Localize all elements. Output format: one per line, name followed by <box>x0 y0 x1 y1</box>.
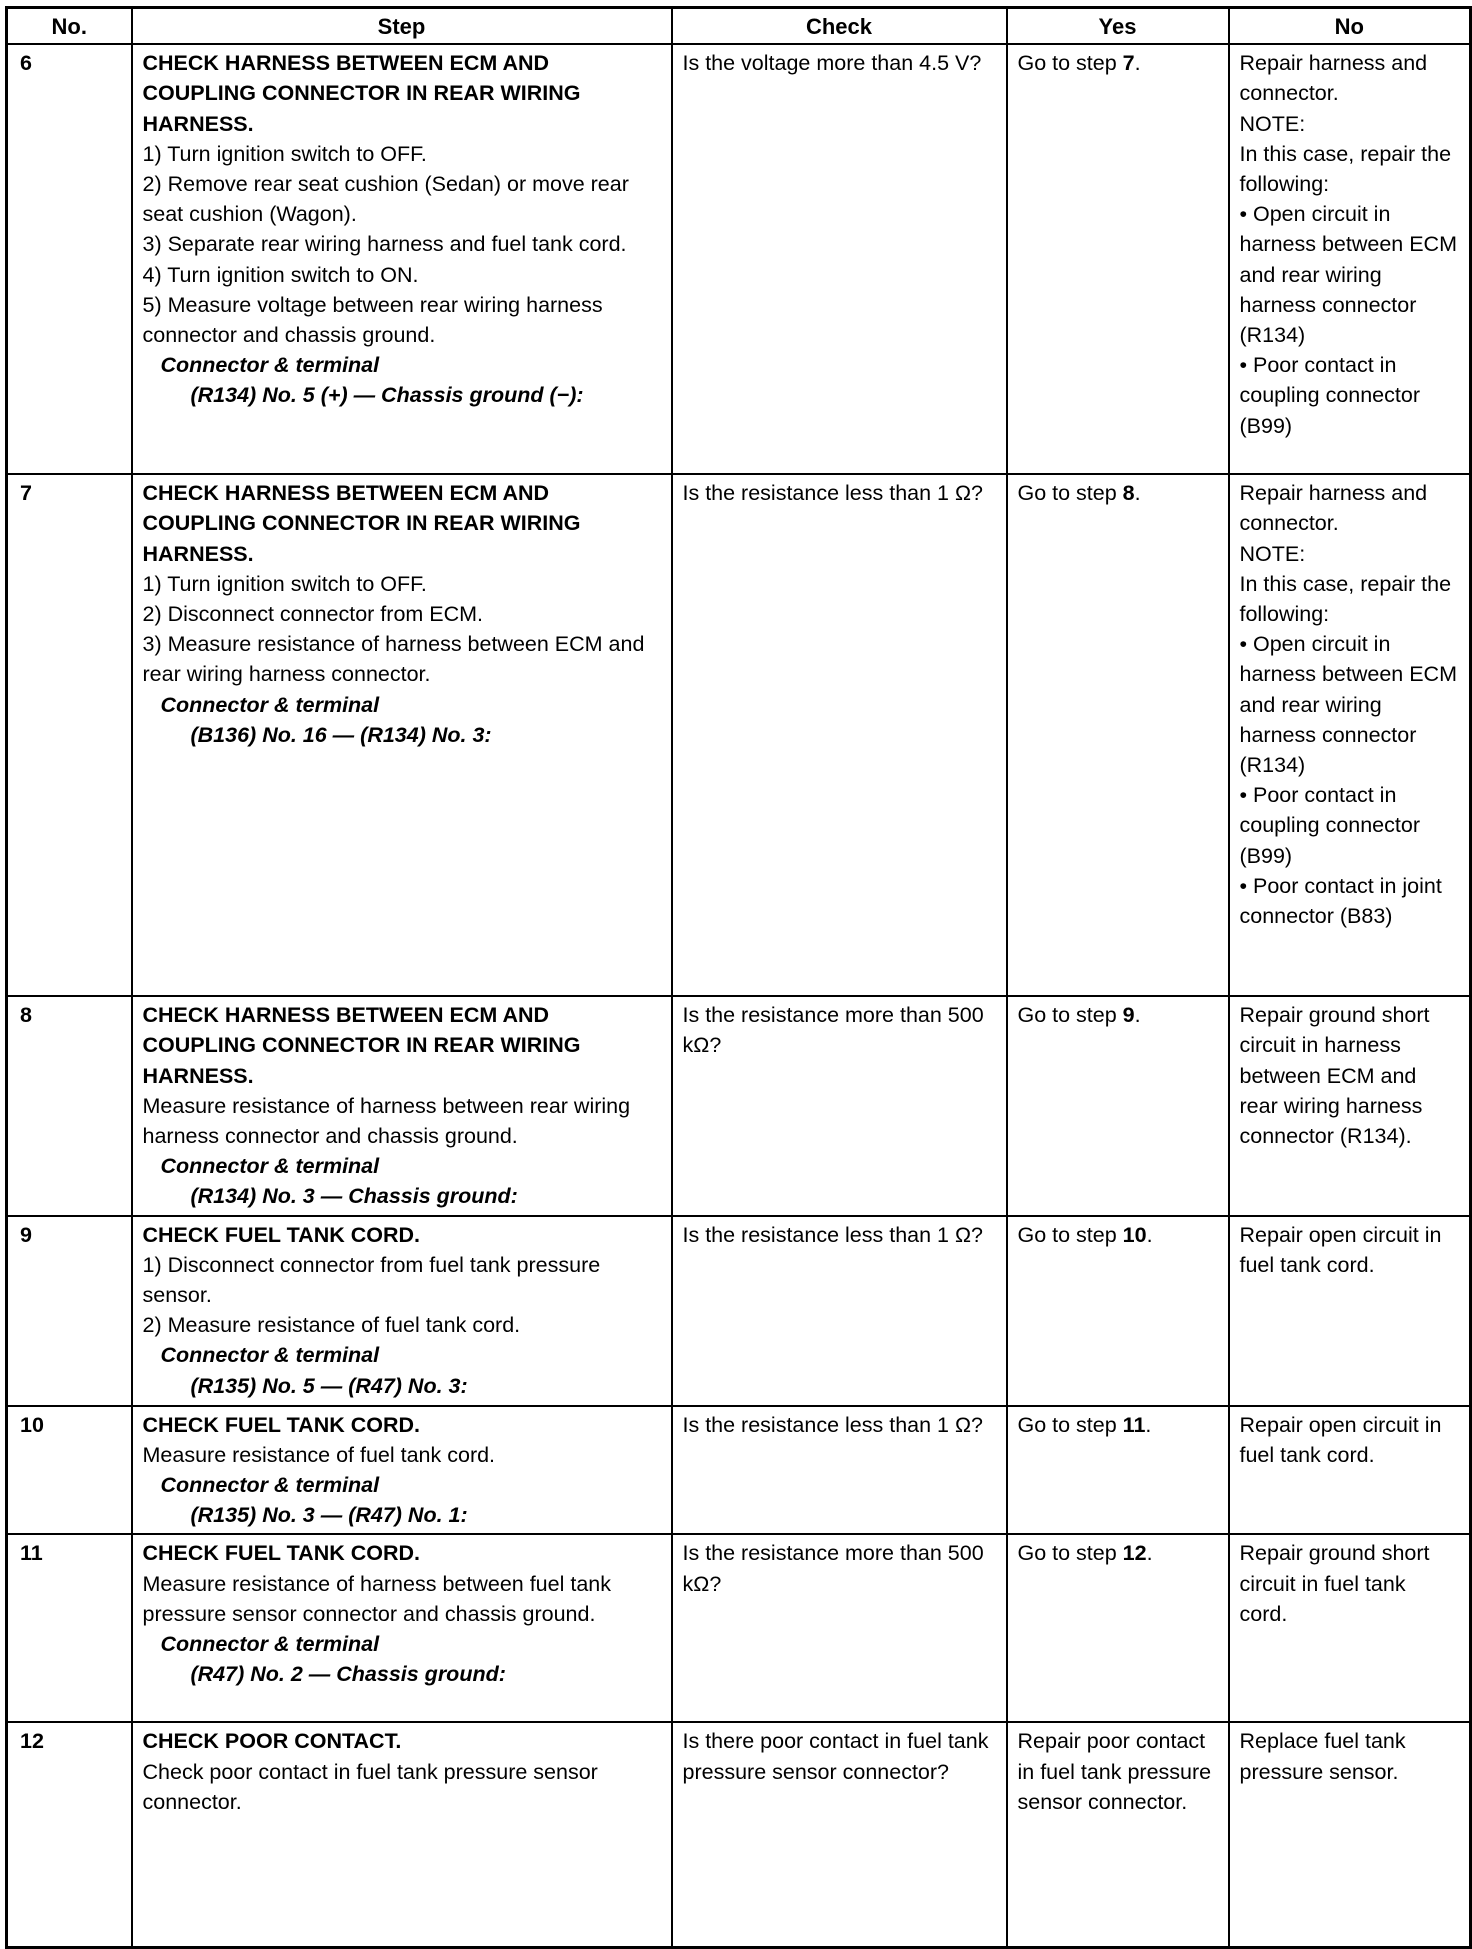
header-yes: Yes <box>1007 8 1229 45</box>
no-result-line: In this case, repair the following: <box>1239 571 1452 627</box>
no-result-line: Repair ground short circuit in harness between ECM and rear wiring harness connector (R134). <box>1239 1003 1430 1149</box>
step-number: 10 <box>7 1406 132 1535</box>
yes-cell <box>1007 474 1229 996</box>
yes-step-number: 9 <box>1122 1003 1135 1028</box>
no-result-line: In this case, repair the following: <box>1239 141 1452 197</box>
yes-text: Repair poor contact in fuel tank pressure sensor connector. <box>1017 1729 1212 1814</box>
yes-cell <box>1007 1722 1229 1947</box>
yes-suffix: . <box>1146 1541 1153 1566</box>
no-result-line: NOTE: <box>1239 111 1306 136</box>
no-result-line: Repair harness and connector. <box>1239 481 1428 536</box>
step-number: 9 <box>7 1216 132 1406</box>
no-cell <box>1229 44 1471 474</box>
yes-cell <box>1007 996 1229 1215</box>
step-cell <box>132 1216 672 1406</box>
step-instruction: 2) Disconnect connector from ECM. <box>142 602 484 627</box>
no-cell <box>1229 474 1471 996</box>
yes-cell <box>1007 44 1229 474</box>
connector-terminal: (R134) No. 5 (+) — Chassis ground (−): <box>190 383 584 408</box>
step-title: CHECK FUEL TANK CORD. <box>142 1412 421 1437</box>
table-row <box>7 1534 1471 1722</box>
connector-terminal: (R47) No. 2 — Chassis ground: <box>190 1662 506 1687</box>
header-step: Step <box>132 8 672 45</box>
step-instruction: 3) Measure resistance of harness between ECM and rear wiring harness connector. <box>142 632 645 687</box>
yes-cell <box>1007 1406 1229 1535</box>
connector-label: Connector & terminal <box>160 1154 380 1179</box>
step-cell <box>132 1406 672 1535</box>
step-title: CHECK HARNESS BETWEEN ECM AND COUPLING CONNECTOR IN REAR WIRING HARNESS. <box>142 1003 581 1088</box>
step-instruction: Measure resistance of fuel tank cord. <box>142 1442 496 1467</box>
yes-text: Go to step <box>1017 481 1123 506</box>
table-row <box>7 1406 1471 1535</box>
step-cell <box>132 44 672 474</box>
step-instruction: 1) Disconnect connector from fuel tank pressure sensor. <box>142 1252 601 1308</box>
step-title: CHECK FUEL TANK CORD. <box>142 1222 421 1247</box>
connector-label: Connector & terminal <box>160 1473 380 1498</box>
yes-suffix: . <box>1134 481 1141 506</box>
step-instruction: 1) Turn ignition switch to OFF. <box>142 571 427 596</box>
no-result-line: • Open circuit in harness between ECM and rear wiring harness connector (R134) <box>1239 202 1457 348</box>
table-row <box>7 44 1471 474</box>
step-number: 11 <box>7 1534 132 1722</box>
step-instruction: Measure resistance of harness between rear wiring harness connector and chassis ground. <box>142 1093 631 1149</box>
table-row <box>7 1216 1471 1406</box>
step-instruction: 1) Turn ignition switch to OFF. <box>142 141 427 166</box>
step-instruction: 5) Measure voltage between rear wiring harness connector and chassis ground. <box>142 292 603 348</box>
connector-label: Connector & terminal <box>160 1343 380 1368</box>
yes-text: Go to step <box>1017 1222 1123 1247</box>
table-header-row <box>7 8 1471 45</box>
yes-suffix: . <box>1134 51 1141 76</box>
check-cell: Is the voltage more than 4.5 V? <box>672 44 1007 474</box>
diagnostic-procedure-table <box>5 6 1472 1949</box>
step-title: CHECK POOR CONTACT. <box>142 1729 402 1754</box>
step-number: 12 <box>7 1722 132 1947</box>
header-no: No. <box>7 8 132 45</box>
step-number: 6 <box>7 44 132 474</box>
no-result-line: Repair open circuit in fuel tank cord. <box>1239 1412 1442 1467</box>
no-result-line: • Poor contact in joint connector (B83) <box>1239 873 1442 929</box>
connector-label: Connector & terminal <box>160 353 380 378</box>
check-cell: Is the resistance more than 500 kΩ? <box>672 996 1007 1215</box>
connector-label: Connector & terminal <box>160 692 380 717</box>
yes-text: Go to step <box>1017 1003 1123 1028</box>
check-cell: Is the resistance less than 1 Ω? <box>672 474 1007 996</box>
yes-text: Go to step <box>1017 1412 1123 1437</box>
step-cell <box>132 1534 672 1722</box>
header-no-result: No <box>1229 8 1471 45</box>
step-instruction: 4) Turn ignition switch to ON. <box>142 262 419 287</box>
no-result-line: Replace fuel tank pressure sensor. <box>1239 1729 1406 1784</box>
no-cell <box>1229 1406 1471 1535</box>
step-cell <box>132 1722 672 1947</box>
yes-text: Go to step <box>1017 1541 1123 1566</box>
diagnostic-table-container <box>5 6 1469 1949</box>
step-cell <box>132 474 672 996</box>
no-result-line: Repair harness and connector. <box>1239 51 1428 106</box>
connector-terminal: (R134) No. 3 — Chassis ground: <box>190 1184 518 1209</box>
check-cell: Is the resistance less than 1 Ω? <box>672 1216 1007 1406</box>
connector-terminal: (R135) No. 5 — (R47) No. 3: <box>190 1373 468 1398</box>
no-cell <box>1229 1216 1471 1406</box>
no-cell <box>1229 996 1471 1215</box>
no-cell <box>1229 1534 1471 1722</box>
no-result-line: Repair open circuit in fuel tank cord. <box>1239 1222 1442 1277</box>
yes-step-number: 10 <box>1122 1222 1147 1247</box>
connector-terminal: (B136) No. 16 — (R134) No. 3: <box>190 722 492 747</box>
step-number: 8 <box>7 996 132 1215</box>
step-title: CHECK HARNESS BETWEEN ECM AND COUPLING CONNECTOR IN REAR WIRING HARNESS. <box>142 51 581 136</box>
yes-step-number: 8 <box>1122 481 1135 506</box>
no-result-line: NOTE: <box>1239 541 1306 566</box>
table-row <box>7 474 1471 996</box>
check-cell: Is there poor contact in fuel tank pressure sensor connector? <box>672 1722 1007 1947</box>
no-cell <box>1229 1722 1471 1947</box>
step-instruction: 3) Separate rear wiring harness and fuel tank cord. <box>142 232 627 257</box>
yes-suffix: . <box>1134 1003 1141 1028</box>
yes-text: Go to step <box>1017 51 1123 76</box>
check-cell: Is the resistance less than 1 Ω? <box>672 1406 1007 1535</box>
check-cell: Is the resistance more than 500 kΩ? <box>672 1534 1007 1722</box>
step-cell <box>132 996 672 1215</box>
yes-step-number: 11 <box>1122 1412 1146 1437</box>
step-title: CHECK FUEL TANK CORD. <box>142 1541 421 1566</box>
no-result-line: • Poor contact in coupling connector (B99) <box>1239 783 1420 868</box>
no-result-line: • Open circuit in harness between ECM and rear wiring harness connector (R134) <box>1239 632 1457 778</box>
table-row <box>7 1722 1471 1947</box>
connector-terminal: (R135) No. 3 — (R47) No. 1: <box>190 1503 468 1528</box>
yes-suffix: . <box>1146 1222 1153 1247</box>
no-result-line: • Poor contact in coupling connector (B99) <box>1239 353 1420 438</box>
step-instruction: 2) Remove rear seat cushion (Sedan) or move rear seat cushion (Wagon). <box>142 172 629 227</box>
yes-step-number: 12 <box>1122 1541 1147 1566</box>
step-instruction: 2) Measure resistance of fuel tank cord. <box>142 1313 521 1338</box>
step-instruction: Measure resistance of harness between fuel tank pressure sensor connector and chassis ground. <box>142 1571 611 1626</box>
yes-suffix: . <box>1145 1412 1152 1437</box>
step-title: CHECK HARNESS BETWEEN ECM AND COUPLING CONNECTOR IN REAR WIRING HARNESS. <box>142 481 581 566</box>
step-instruction: Check poor contact in fuel tank pressure sensor connector. <box>142 1759 598 1814</box>
yes-cell <box>1007 1534 1229 1722</box>
connector-label: Connector & terminal <box>160 1632 380 1657</box>
step-number: 7 <box>7 474 132 996</box>
yes-step-number: 7 <box>1122 51 1135 76</box>
yes-cell <box>1007 1216 1229 1406</box>
header-check: Check <box>672 8 1007 45</box>
table-body <box>7 44 1471 1947</box>
no-result-line: Repair ground short circuit in fuel tank cord. <box>1239 1541 1430 1626</box>
table-row <box>7 996 1471 1215</box>
